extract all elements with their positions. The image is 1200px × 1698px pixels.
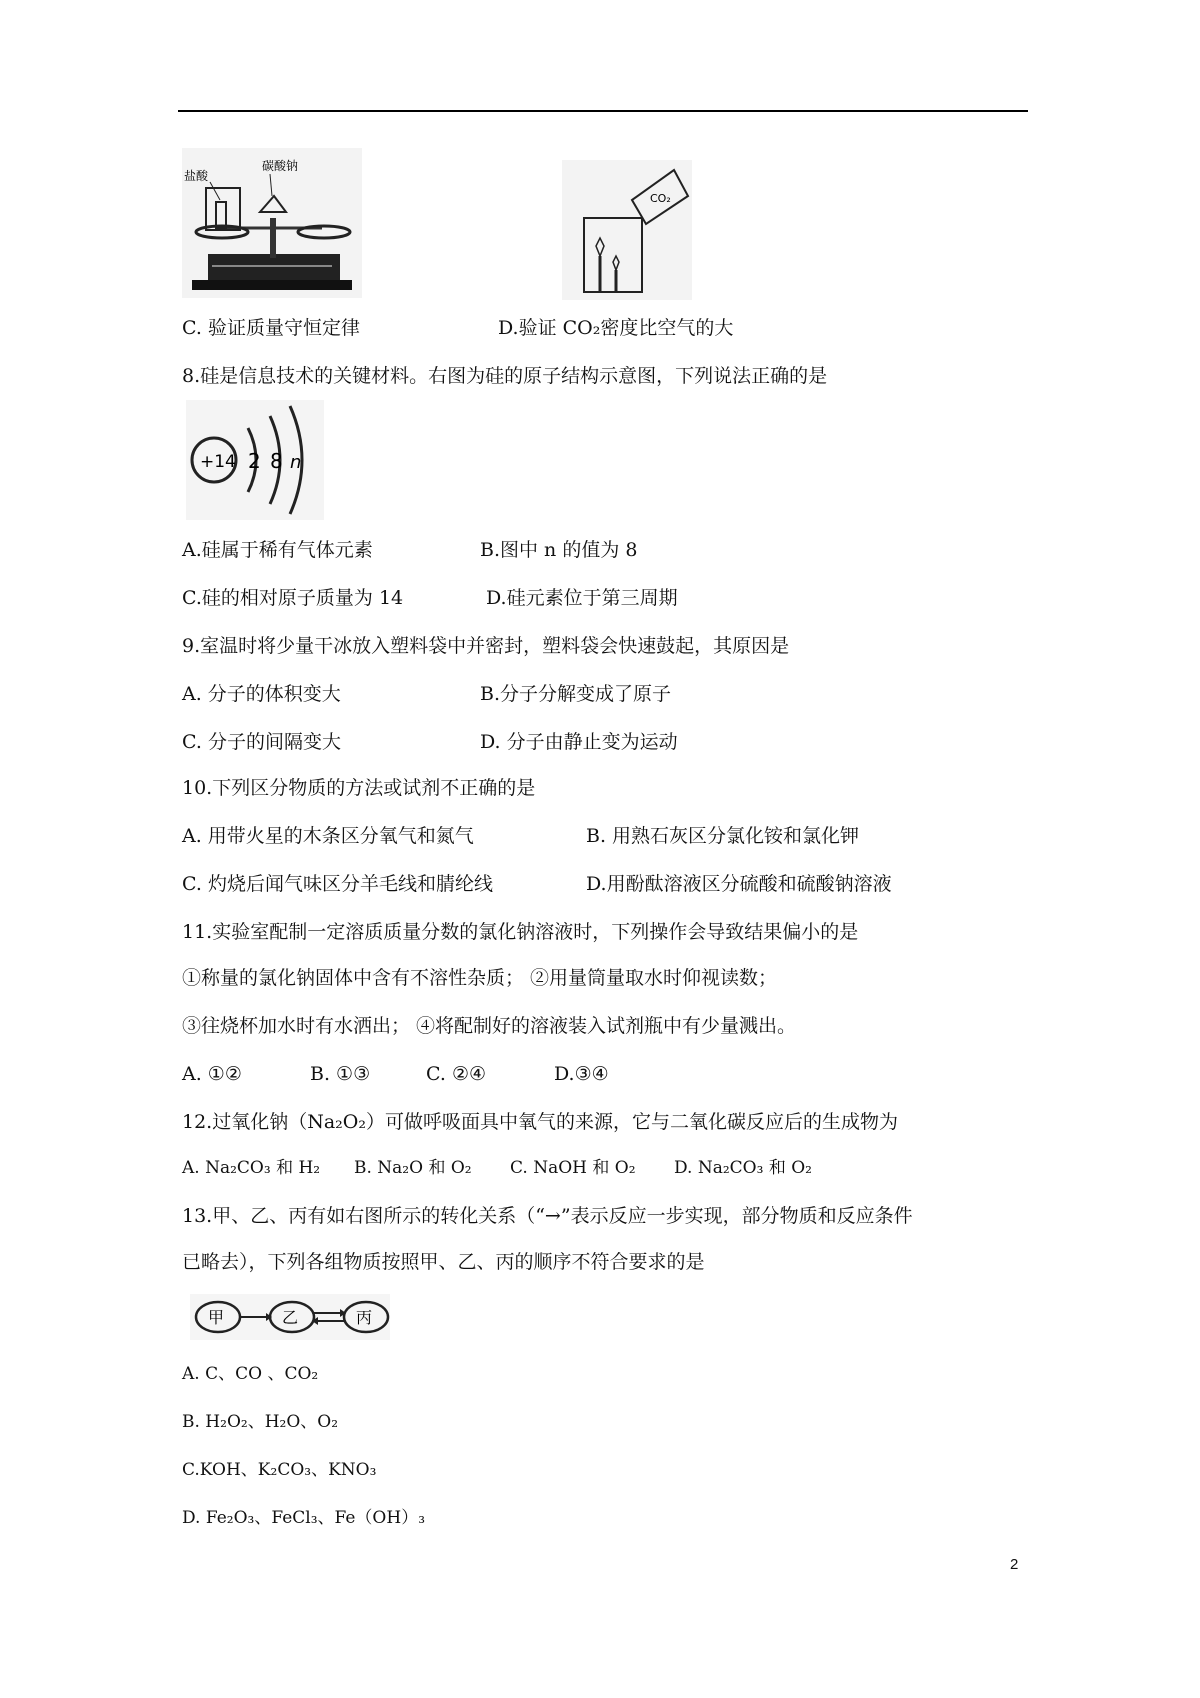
node-bing: 丙 xyxy=(356,1308,373,1327)
q8-option-b: B.图中 n 的值为 8 xyxy=(480,539,638,561)
q11-stem: 11.实验室配制一定溶质质量分数的氯化钠溶液时，下列操作会导致结果偏小的是 xyxy=(182,921,859,943)
q8-option-c: C.硅的相对原子质量为 14 xyxy=(182,587,404,609)
q13-stem-line-2: 已略去），下列各组物质按照甲、乙、丙的顺序不符合要求的是 xyxy=(182,1251,705,1273)
q11-statement-line-1: ①称量的氯化钠固体中含有不溶性杂质； ②用量筒量取水时仰视读数； xyxy=(182,967,778,989)
sodium-carbonate-label: 碳酸钠 xyxy=(262,159,299,173)
q8-stem: 8.硅是信息技术的关键材料。右图为硅的原子结构示意图，下列说法正确的是 xyxy=(182,365,828,387)
q10-option-b: B. 用熟石灰区分氯化铵和氯化钾 xyxy=(586,825,860,847)
node-jia: 甲 xyxy=(208,1308,225,1327)
q11-statement-line-2: ③往烧杯加水时有水洒出； ④将配制好的溶液装入试剂瓶中有少量溅出。 xyxy=(182,1015,797,1037)
shell-1-electrons: 2 xyxy=(248,449,261,473)
q13-stem-line-1: 13.甲、乙、丙有如右图所示的转化关系（“→”表示反应一步实现，部分物质和反应条件 xyxy=(182,1205,913,1227)
q12-option-c: C. NaOH 和 O₂ xyxy=(510,1158,636,1178)
q13-option-b: B. H₂O₂、H₂O、O₂ xyxy=(182,1412,339,1432)
q10-option-d: D.用酚酞溶液区分硫酸和硫酸钠溶液 xyxy=(586,873,892,895)
q13-option-a: A. C、CO 、CO₂ xyxy=(182,1364,319,1384)
header-rule xyxy=(178,110,1028,112)
q11-option-b: B. ①③ xyxy=(310,1063,371,1085)
q13-option-c: C.KOH、K₂CO₃、KNO₃ xyxy=(182,1460,377,1480)
q12-option-d: D. Na₂CO₃ 和 O₂ xyxy=(674,1158,812,1178)
q10-option-a: A. 用带火星的木条区分氧气和氮气 xyxy=(182,825,474,847)
q9-option-a: A. 分子的体积变大 xyxy=(182,683,341,705)
q9-option-b: B.分子分解变成了原子 xyxy=(480,683,672,705)
shell-2-electrons: 8 xyxy=(270,449,283,473)
q7-option-c: C. 验证质量守恒定律 xyxy=(182,317,360,339)
silicon-atom-diagram xyxy=(186,400,324,524)
q11-option-a: A. ①② xyxy=(182,1063,242,1085)
q8-option-d: D.硅元素位于第三周期 xyxy=(486,587,678,609)
q10-option-c: C. 灼烧后闻气味区分羊毛线和腈纶线 xyxy=(182,873,493,895)
q9-option-c: C. 分子的间隔变大 xyxy=(182,731,341,753)
q9-stem: 9.室温时将少量干冰放入塑料袋中并密封，塑料袋会快速鼓起，其原因是 xyxy=(182,635,790,657)
q12-stem: 12.过氧化钠（Na₂O₂）可做呼吸面具中氧气的来源，它与二氧化碳反应后的生成物为 xyxy=(182,1111,898,1133)
node-yi: 乙 xyxy=(282,1308,299,1327)
transformation-diagram xyxy=(190,1294,390,1344)
acid-label: 盐酸 xyxy=(184,169,209,183)
page-number: 2 xyxy=(1010,1556,1019,1573)
balance-figure xyxy=(182,148,362,302)
q7-option-d: D.验证 CO₂密度比空气的大 xyxy=(498,317,734,339)
co2-pouring-figure xyxy=(562,160,692,304)
q12-option-a: A. Na₂CO₃ 和 H₂ xyxy=(182,1158,321,1178)
q11-option-c: C. ②④ xyxy=(426,1063,487,1085)
q9-option-d: D. 分子由静止变为运动 xyxy=(480,731,678,753)
q11-option-d: D.③④ xyxy=(554,1063,609,1085)
q10-stem: 10.下列区分物质的方法或试剂不正确的是 xyxy=(182,777,536,799)
q13-option-d: D. Fe₂O₃、FeCl₃、Fe（OH）₃ xyxy=(182,1508,426,1528)
co2-label: CO₂ xyxy=(650,192,671,205)
shell-3-electrons: n xyxy=(290,452,302,473)
q8-option-a: A.硅属于稀有气体元素 xyxy=(182,539,373,561)
q12-option-b: B. Na₂O 和 O₂ xyxy=(354,1158,472,1178)
nucleus-label: +14 xyxy=(200,452,236,472)
